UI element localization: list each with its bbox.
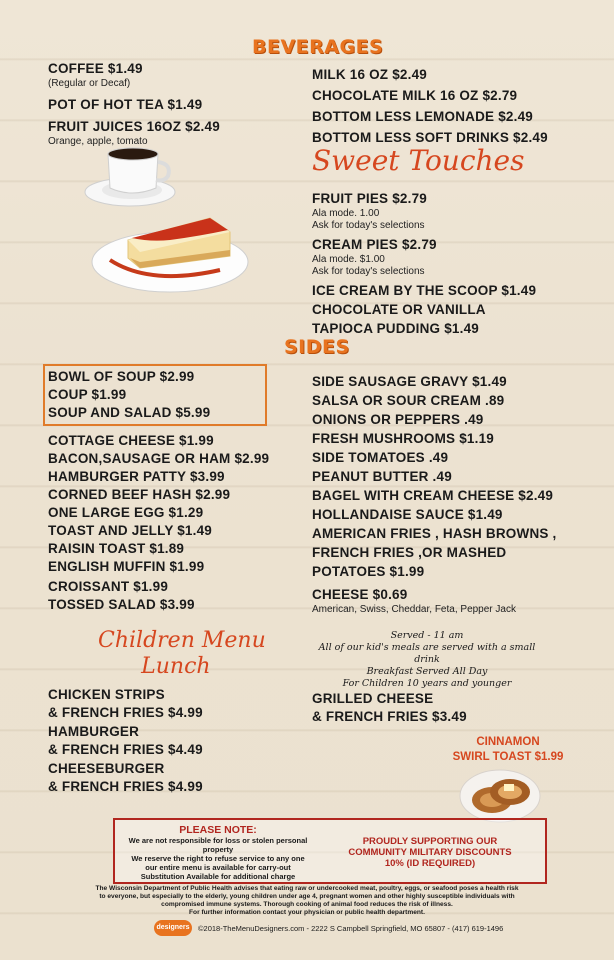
notice-line: We are not responsible for loss or stolen personal property [128,836,308,854]
menu-item: POTATOES $1.99 [312,564,425,579]
menu-item: SOUP AND SALAD $5.99 [48,405,211,420]
menu-item: POT OF HOT TEA $1.49 [48,97,203,112]
health-advisory [60,885,554,917]
menu-item: SIDE SAUSAGE GRAVY $1.49 [312,374,507,389]
menu-item-note: Ask for today's selections [312,266,425,277]
menu-item: CHOCOLATE OR VANILLA [312,302,486,317]
menu-item: BOWL OF SOUP $2.99 [48,369,195,384]
menu-item: FRESH MUSHROOMS $1.19 [312,431,494,446]
notice-line: We reserve the right to refuse service to any one [131,854,305,863]
menu-item-note: (Regular or Decaf) [48,78,131,89]
sweet-touches-list [312,190,536,338]
health-line: compromised immune systems. Thorough cooking of animal food reduces the risk of illness. [161,901,453,908]
support-line: COMMUNITY MILITARY DISCOUNTS [348,847,512,858]
menu-item: COUP $1.99 [48,387,127,402]
served-note: Served - 11 am [390,630,464,641]
menu-item: SIDE TOMATOES .49 [312,450,449,465]
menu-item: MILK 16 OZ $2.49 [312,67,427,82]
breakfast-note: Breakfast Served All Day [366,666,488,677]
children-menu-heading [98,628,266,680]
menu-item: HAMBURGER [48,724,140,739]
menu-item: BOTTOM LESS SOFT DRINKS $2.49 [312,130,548,145]
children-menu-heading-line2: Lunch [141,654,211,679]
menu-item-note: Ala mode. $1.00 [312,254,385,265]
menu-item: CHEESE $0.69 [312,587,408,602]
menu-item: FRUIT PIES $2.79 [312,191,427,206]
menu-item: & FRENCH FRIES $4.99 [48,705,203,720]
menu-item: BACON,SAUSAGE OR HAM $2.99 [48,451,270,466]
menu-item: BAGEL WITH CREAM CHEESE $2.49 [312,488,554,503]
notice-left [118,824,318,881]
military-discount [326,836,534,869]
menu-item-note: Ala mode. 1.00 [312,208,380,219]
copyright: ©2018-TheMenuDesigners.com - 2222 S Campbell Springfield, MO 65807 - (417) 619-1496 [198,924,504,933]
menu-item: AMERICAN FRIES , HASH BROWNS , [312,526,557,541]
menu-item: & FRENCH FRIES $3.49 [312,709,467,724]
menu-item: GRILLED CHEESE [312,691,434,706]
menu-item-note: American, Swiss, Cheddar, Feta, Pepper Jack [312,604,516,615]
menu-item: TAPIOCA PUDDING $1.49 [312,321,479,336]
support-line: PROUDLY SUPPORTING OUR [362,836,498,847]
beverages-heading: BEVERAGES [252,36,384,58]
sides-right [312,372,557,616]
menu-item: CROISSANT $1.99 [48,579,169,594]
menu-designers-logo: designers [154,920,192,936]
sides-left [48,432,269,614]
health-line: For further information contact your physician or public health department. [189,909,425,916]
menu-item: RAISIN TOAST $1.89 [48,541,185,556]
notice-line: Substitution Available for additional charge [140,872,296,881]
menu-item: COFFEE $1.49 [48,61,143,76]
menu-item: TOAST AND JELLY $1.49 [48,523,213,538]
menu-item: CORNED BEEF HASH $2.99 [48,487,231,502]
menu-item: CREAM PIES $2.79 [312,237,437,252]
age-note: For Children 10 years and younger [342,678,512,689]
menu-item: ONIONS OR PEPPERS .49 [312,412,484,427]
grilled-cheese [312,690,467,726]
cinnamon-line1: CINNAMON [476,736,540,748]
cinnamon-line2: SWIRL TOAST $1.99 [452,751,564,763]
coffee-and-cheesecake-image [70,140,285,300]
menu-item-note: Ask for today's selections [312,220,425,231]
children-notes [312,630,542,690]
menu-item: ENGLISH MUFFIN $1.99 [48,559,205,574]
children-menu-heading-line1: Children Menu [98,628,266,653]
menu-item: ONE LARGE EGG $1.29 [48,505,204,520]
menu-item: PEANUT BUTTER .49 [312,469,452,484]
cinnamon-toast-image [458,762,542,824]
menu-item: ICE CREAM BY THE SCOOP $1.49 [312,283,537,298]
menu-item: HOLLANDAISE SAUCE $1.49 [312,507,503,522]
support-line: 10% (ID REQUIRED) [384,858,476,869]
menu-item: COTTAGE CHEESE $1.99 [48,433,214,448]
sweet-touches-heading: Sweet Touches [312,144,525,177]
health-line: to everyone, but especially to the elderly, young children under age 4, pregnant women and other highly susceptible individuals with [99,893,515,900]
soup-list [48,368,210,422]
beverages-left [48,60,220,148]
health-line: The Wisconsin Department of Public Health advises that eating raw or undercooked meat, poultry, eggs, or seafood poses a health risk [95,885,519,892]
menu-item: CHICKEN STRIPS [48,687,165,702]
menu-item: & FRENCH FRIES $4.99 [48,779,203,794]
menu-item: CHEESEBURGER [48,761,165,776]
menu-item-note: Orange, apple, tomato [48,136,148,147]
menu-item: HAMBURGER PATTY $3.99 [48,469,225,484]
cinnamon-toast-label [448,735,568,765]
beverages-right [312,64,548,148]
menu-item: FRENCH FRIES ,OR MASHED [312,545,507,560]
menu-item: CHOCOLATE MILK 16 OZ $2.79 [312,88,518,103]
notice-line: our entire menu is available for carry-out [145,863,291,872]
notice-title: PLEASE NOTE: [179,824,257,836]
kids-drink-note: All of our kid's meals are served with a small drink [318,642,536,665]
menu-item: BOTTOM LESS LEMONADE $2.49 [312,109,533,124]
menu-item: SALSA OR SOUR CREAM .89 [312,393,505,408]
children-items [48,686,203,796]
menu-item: TOSSED SALAD $3.99 [48,597,195,612]
menu-item: FRUIT JUICES 16OZ $2.49 [48,119,220,134]
sides-heading: SIDES [284,336,350,358]
menu-item: & FRENCH FRIES $4.49 [48,742,203,757]
